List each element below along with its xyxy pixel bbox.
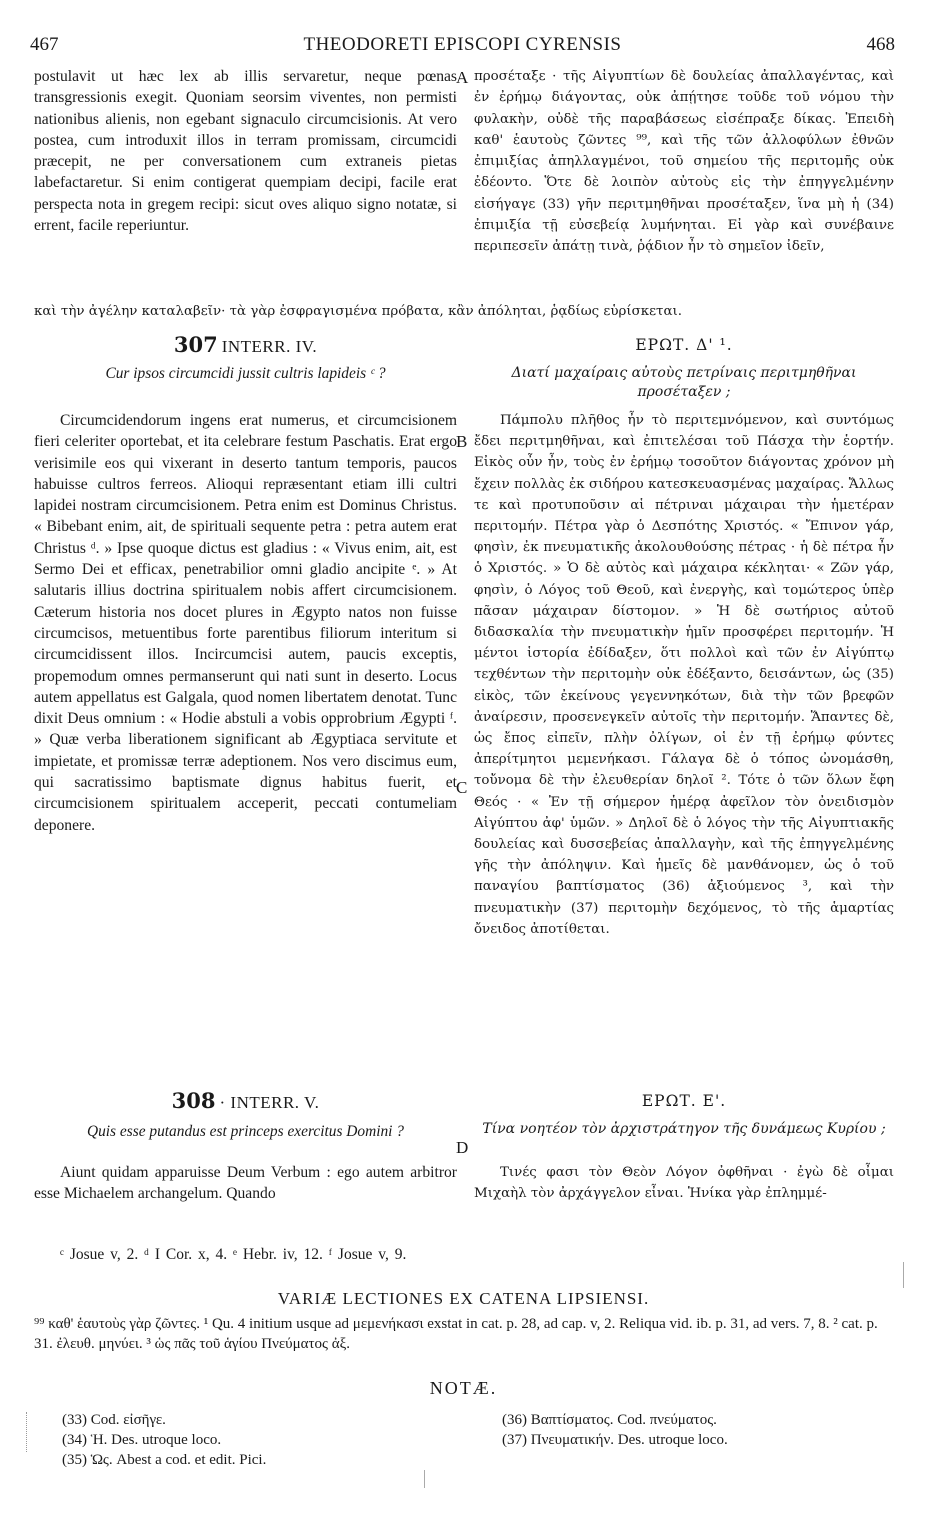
page-number-right: 468 [866,34,895,55]
section-number: 308 [171,1088,216,1113]
scan-artifact [903,1262,904,1288]
section-308-latin-body: Aiunt quidam apparuisse Deum Verbum : ego autem arbitror esse Michaelem archangelum. Quando [34,1164,457,1203]
scripture-footnotes: ᶜ Josue v, 2. ᵈ I Cor. x, 4. ᵉ Hebr. iv, 12. ᶠ Josue v, 9. [60,1246,407,1263]
section-308-latin-question: Quis esse putandus est princeps exercitus Domini ? [86,1123,405,1140]
greek-full-line: καὶ τὴν ἀγέλην καταλαβεῖν· τὰ γὰρ ἐσφραγισμένα πρόβατα, κἂν ἀπόληται, ῥᾳδίως εὑρίσκεται. [34,304,683,319]
notae-left-column [62,1410,462,1470]
note-34: (34) Ἡ. Des. utroque loco. [62,1432,222,1448]
scan-artifact [424,1470,425,1488]
section-307-latin-body: Circumcidendorum ingens erat numerus, et circumcisionem fieri celeriter oportebat, et ita celebrare festum Paschatis. Erat ergo verisimile eos qui vixerant in deserto tantum temporis, paucos habuisse cultros ferreos. Alioqui repræsentant etiam illi cultri lapidei nostram circumcisionem. Petra enim est Dominus Christus. « Bibebant enim, ait, de spirituali sequente petra : petra autem erat Christus ᵈ. » Ipse quoque dictus est gladius : « Vivus enim, ait, est Sermo Dei et efficax, penetrabilior omni gladio ancipite ᵉ. » At salutaris illius doctrina spiritualem nobis affert circumcisionem. Cæterum historia nos docet plures in Ægypto natos non fuisse circumcisos, metuentibus forte parentibus filiorum interitum si circumcidissent illos. Incircumcisi autem, paucis exceptis, propemodum omnes permanserunt qui nati sunt in deserto. Locus autem appellatus est Galgala, quod nomen libertatem denotat. Tunc dixit Deus omnium : « Hodie abstuli a vobis opprobrium Ægypti ᶠ. » Quæ verba liberationem significant ab Ægyptiaca servitute et impietate, et promissæ terræ adeptionem. Nos vero discimus eum, qui sacratissimo baptismate dignus habitus fuerit, et circumcisionem spiritualem acceperit, peccati contumeliam deponere. [34,412,457,834]
running-title: THEODORETI EPISCOPI CYRENSIS [303,34,622,55]
section-number: 307 [173,332,218,357]
interr-label: INTERR. IV. [221,337,318,356]
section-307-greek-question: Διατί μαχαίραις αὐτοὺς πετρίναις περιτμηθῆναι προσέταξεν ; [511,365,857,400]
variae-lectiones-heading: VARIÆ LECTIONES EX CATENA LIPSIENSI. [277,1289,650,1308]
notae-heading: NOTÆ. [429,1378,498,1398]
notae-right-column [502,1410,902,1450]
margin-marker-b: B [456,432,468,451]
margin-marker-a: A [456,68,469,87]
section-308-greek-question: Τίνα νοητέον τὸν ἀρχιστράτηγον τῆς δυνάμεως Κυρίου ; [482,1121,886,1137]
section-308-heading [34,1088,457,1113]
margin-marker-d: D [456,1138,469,1157]
page-number-left: 467 [30,34,59,55]
section-308-greek-body: Τινές φασι τὸν Θεὸν Λόγον ὀφθῆναι · ἐγὼ δὲ οἶμαι Μιχαὴλ τὸν ἀρχάγγελον εἶναι. Ἡνίκα γὰρ ἐπλημμέ- [474,1165,894,1202]
variae-lectiones-text: ⁹⁹ καθ' ἑαυτοὺς γὰρ ζῶντες. ¹ Qu. 4 initium usque ad μεμενήκασι exstat in cat. p. 28, ad cap. v, 2. Reliqua vid. ib. p. 31, ad vers. 7, 8. ² cat. p. 31. ἐλευθ. μηνύει. ³ ὡς πᾶς τοῦ ἁγίου Πνεύματος ἀξ. [34,1316,878,1352]
note-37: (37) Πνευματικήν. Des. utroque loco. [502,1432,728,1448]
section-307-greek-body: Πάμπολυ πλῆθος ἦν τὸ περιτεμνόμενον, καὶ συντόμως ἔδει περιτμηθῆναι, καὶ ἐπιτελέσαι τοῦ Πάσχα τὴν ἑορτήν. Εἰκὸς οὖν ἦν, τοὺς ἐν ἐρήμῳ τοσοῦτον διάγοντας χρόνον μὴ ἔχειν πολλὰς ἐκ σιδήρου κατεσκευασμένας μαχαίρας. Ἄλλως τε καὶ προτυποῦσιν αἱ πέτριναι μάχαιραι τὴν ἡμετέραν περιτομήν. Πέτρα γὰρ ὁ Δεσπότης Χριστός. « Ἔπινον γάρ, φησὶν, ἐκ πνευματικῆς ἀκολουθούσης πέτρας · ἡ δὲ πέτρα ἦν ὁ Χριστός. » Ὁ δὲ αὐτὸς καὶ μάχαιρα κέκληται· « Ζῶν γάρ, φησὶν, ὁ Λόγος τοῦ Θεοῦ, καὶ ἐνεργὴς, καὶ τομώτερος ὑπὲρ πᾶσαν μάχαιραν δίστομον. » Ἡ δὲ σωτήριος αὐτοῦ διδασκαλία τὴν πνευματικὴν ἡμῖν προσφέρει περιτομήν. Ἡ μέντοι ἱστορία ἐδίδαξεν, ὅτι πολλοὶ καὶ τῶν ἐν Αἰγύπτῳ τεχθέντων τὴν περιτομὴν οὐκ ἐδέξαντο, δεισάντων, ὡς (35) εἰκὸς, τῶν ἐκείνους γεγεννηκότων, διὰ τὴν τῶν βρεφῶν ἀναίρεσιν, προσενεγκεῖν αὐτοῖς τὴν περιτομήν. Ἅπαντες δὲ, ὡς ἔπος εἰπεῖν, πλὴν ὀλίγων, οἱ ἐν τῇ ἐρήμῳ φύντες ἀπερίτμητοι μεμενήκασι. Γάλαγα δὲ ὁ τόπος ὠνομάσθη, τοὔνομα δὲ τὴν ἐλευθερίαν δηλοῖ ². Τότε ὁ τῶν ὅλων ἔφη Θεός · « Ἐν τῇ σήμερον ἡμέρᾳ ἀφεῖλον τὸν ὀνειδισμὸν Αἰγύπτου ἀφ' ὑμῶν. » Δηλοῖ δὲ ὁ λόγος τὴν τῆς Αἰγυπτιακῆς δουλείας καὶ δυσσεβείας ἀπαλλαγὴν, καὶ τῆς ἐπηγγελμένης γῆς τὴν ἀπόληψιν. Καὶ ἡμεῖς δὲ μανθάνομεν, ὡς ὁ τοῦ παναγίου βαπτίσματος (36) ἀξιούμενος ³, καὶ τὴν πνευματικὴν (37) περιτομὴν δεχόμενος, τὸ τῆς ἁμαρτίας ὄνειδος ἀποτίθεται. [474,413,894,937]
note-36: (36) Βαπτίσματος. Cod. πνεύματος. [502,1412,717,1428]
section-308-greek-heading: ΕΡΩΤ. Ε'. [641,1092,727,1110]
scan-artifact [26,1412,33,1452]
note-33: (33) Cod. εἰσῆγε. [62,1412,166,1428]
margin-marker-c: C [456,778,468,797]
section-307-greek-heading: ΕΡΩΤ. Δ' ¹. [635,336,733,354]
section-307-latin-question: Cur ipsos circumcidi jussit cultris lapideis ᶜ ? [105,365,386,382]
interr-label: · INTERR. V. [219,1093,320,1112]
note-35: (35) Ὡς. Abest a cod. et edit. Pici. [62,1452,267,1468]
running-header [30,34,895,60]
greek-text-top: προσέταξε · τῆς Αἰγυπτίων δὲ δουλείας ἀπαλλαγέντας, καὶ ἐν ἐρήμῳ διάγοντας, οὐκ ἀπῄτησε τοῦδε τοῦ νόμου τὴν φυλακὴν, οὐδὲ τῆς παραβάσεως εἰσέπραξε δίκας. Ἐπειδὴ καθ' ἑαυτοὺς ζῶντες ⁹⁹, καὶ τῆς τῶν ἀλλοφύλων ἐθνῶν ἐπιμιξίας ἀπηλλαγμένοι, τοῦ σημείου τῆς περιτομῆς οὐκ ἐδέοντο. Ὅτε δὲ λοιπὸν αὐτοὺς εἰς τὴν ἐπηγγελμένην εἰσήγαγε (33) γῆν περιτμηθῆναι προσέταξεν, ἵνα μὴ ἡ (34) ἐπιμιξία τῇ εὐσεβείᾳ λυμήνηται. Εἰ γὰρ καὶ συνέβαινε περιπεσεῖν ἀπάτῃ τινὰ, ῥᾴδιον ἦν τὸ σημεῖον ἰδεῖν, [474,69,894,255]
latin-text-top: postulavit ut hæc lex ab illis servaretur, neque pœnas transgressionis exegit. Quoniam seorsim viventes, non permisti nationibus alienis, non egebant signaculo circumcisionis. At vero postea, cum introduxit illos in terram promissam, circumcidi præcepit, ne per conversationem cum extraneis pietas labefactaretur. Si enim contigerat quempiam decipi, facile erat perspecta nota in gregem recipi: sicut oves aliquo signo notatæ, si errent, facile reperiuntur. [34,68,457,235]
section-307-heading [34,332,457,357]
